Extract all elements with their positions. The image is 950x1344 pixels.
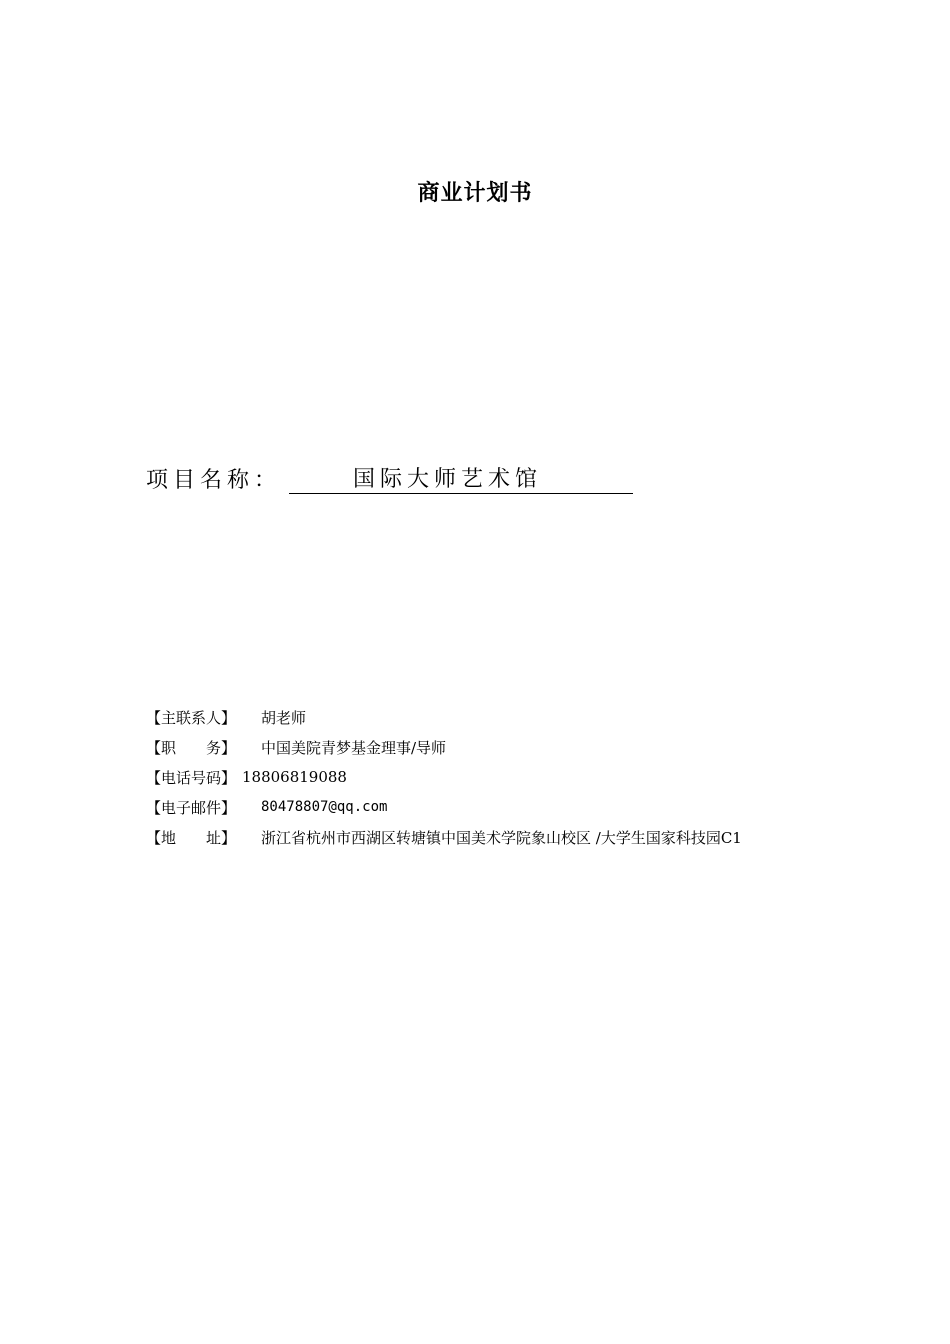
project-name-label: 项目名称：	[146, 468, 282, 493]
contact-value-email: 80478807@qq.com	[261, 799, 388, 815]
contact-label-primary-contact: 【主联系人】	[146, 708, 237, 727]
project-name-row	[146, 464, 633, 494]
project-name-value: 国际大师艺术馆	[289, 467, 633, 494]
contact-row-phone	[146, 762, 846, 792]
contact-label-position: 【职 务】	[146, 738, 237, 757]
contact-row-email	[146, 792, 846, 822]
document-title: 商业计划书	[417, 181, 533, 206]
contact-row-position	[146, 732, 846, 762]
contact-value-address: 浙江省杭州市西湖区转塘镇中国美术学院象山校区 /大学生国家科技园C1	[261, 828, 742, 847]
contact-label-phone: 【电话号码】	[146, 768, 237, 787]
contact-value-position: 中国美院青梦基金理事/导师	[261, 738, 447, 757]
contact-value-phone: 18806819088	[242, 768, 347, 786]
contact-label-email: 【电子邮件】	[146, 798, 237, 817]
contact-row-address	[146, 822, 846, 852]
contact-label-address: 【地 址】	[146, 828, 237, 847]
contact-info-list	[146, 702, 846, 852]
contact-row-primary-contact	[146, 702, 846, 732]
contact-value-primary-contact: 胡老师	[261, 708, 307, 727]
